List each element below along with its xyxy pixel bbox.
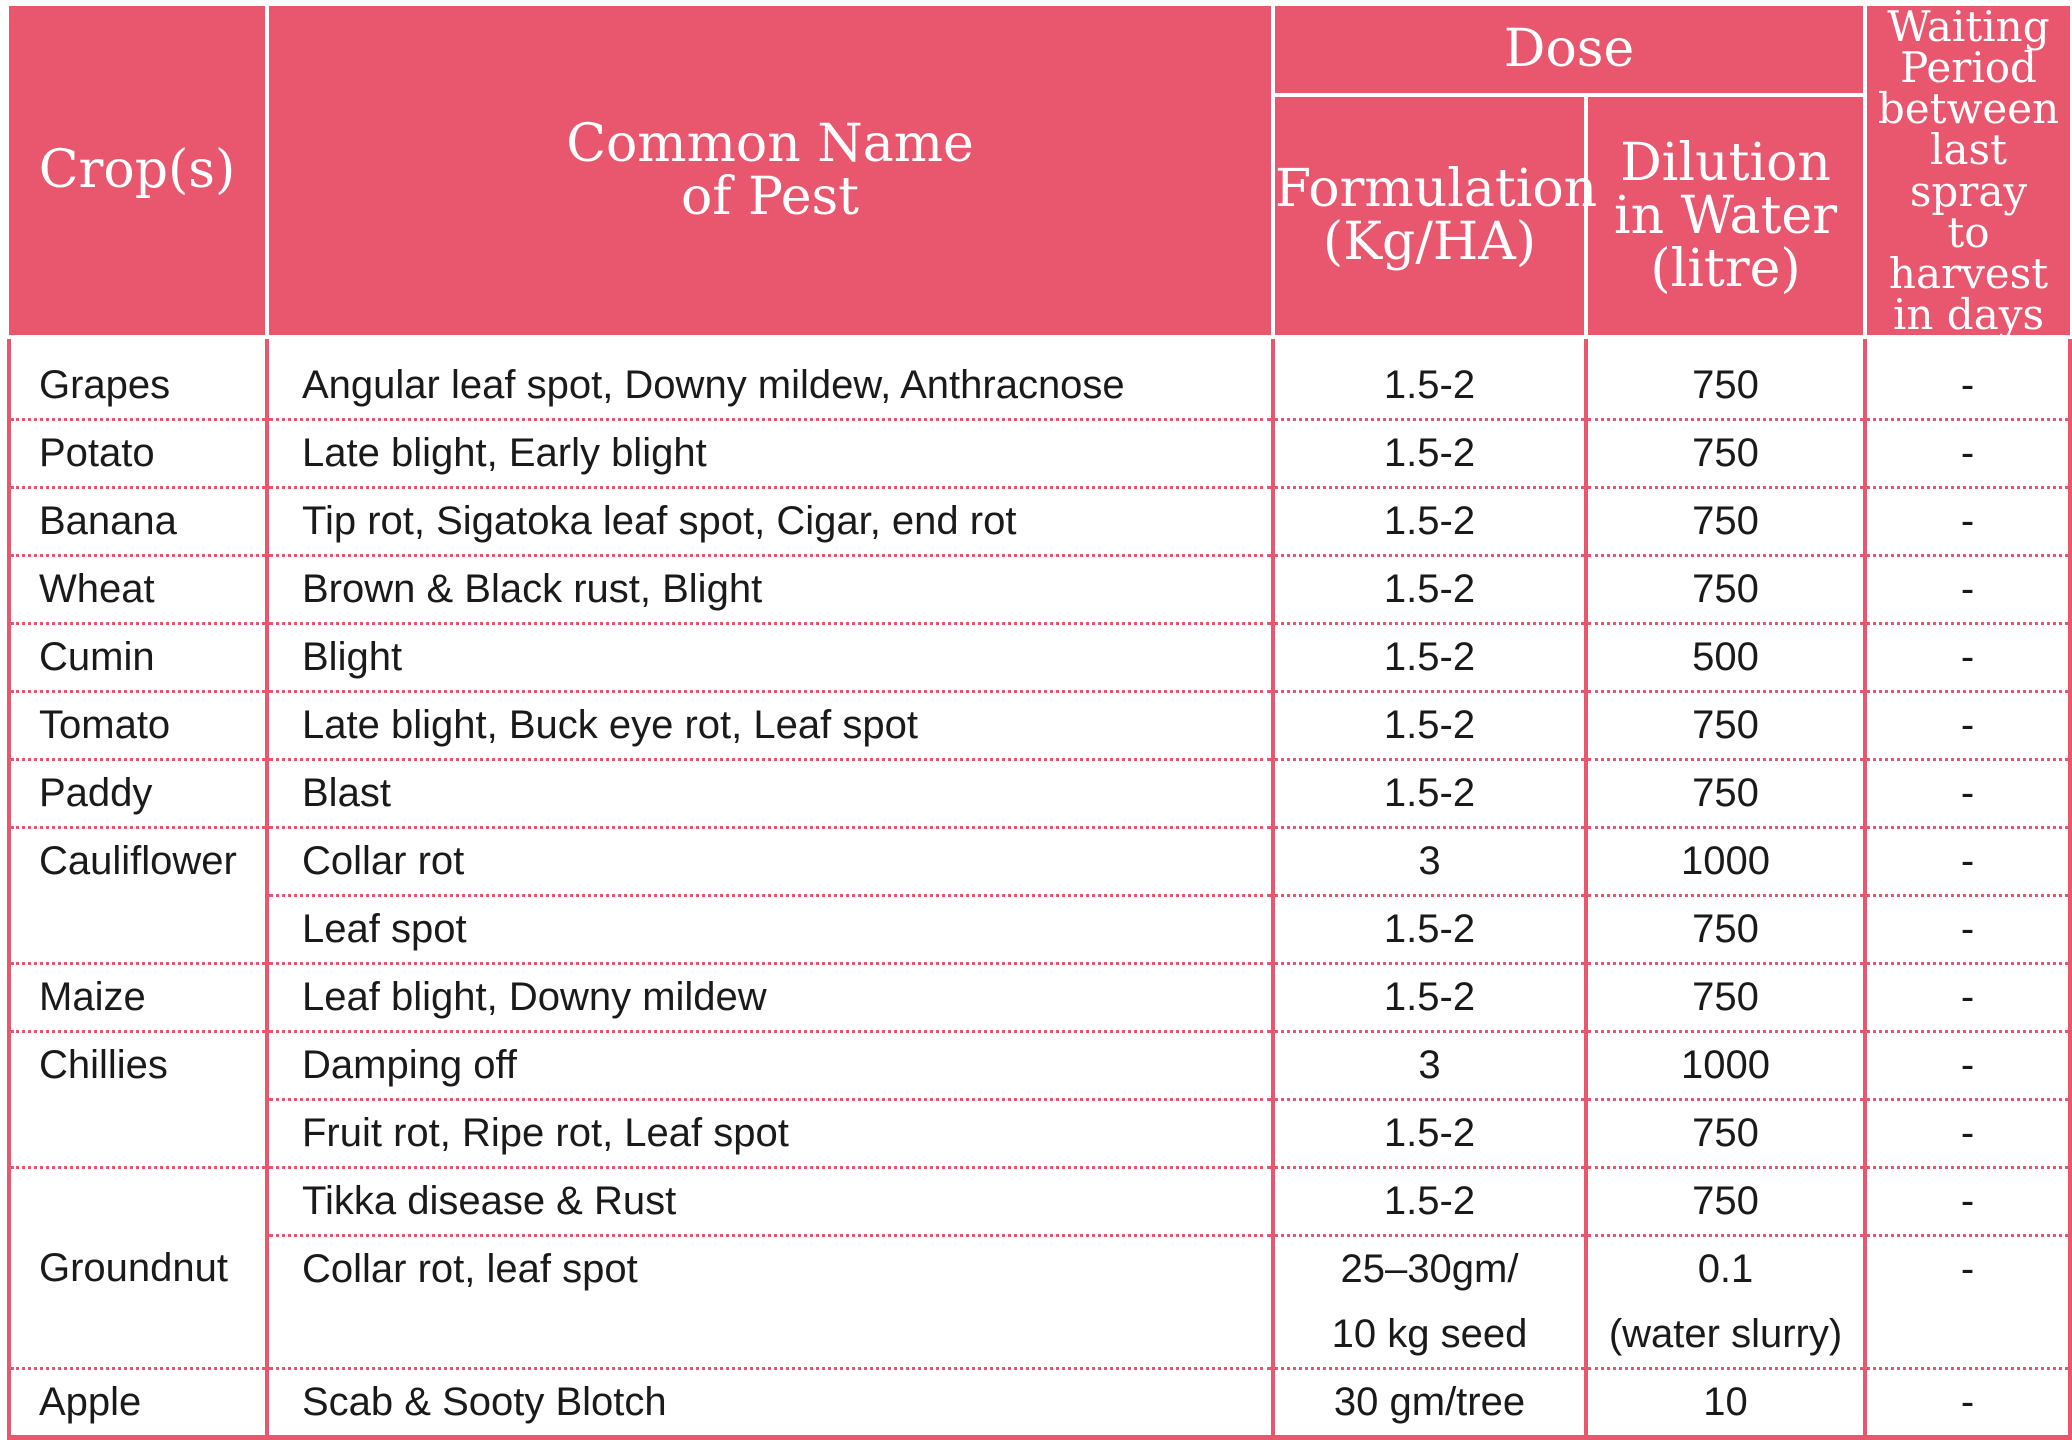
crop-cell: Banana [9,488,267,556]
dilution-cell: 750 [1586,896,1865,964]
pest-cell: Late blight, Early blight [267,420,1273,488]
pest-cell: Fruit rot, Ripe rot, Leaf spot [267,1100,1273,1168]
table-body [9,337,2070,1438]
formulation-cell: 1.5-2 [1273,337,1586,420]
header-pest-line2: of Pest [680,166,860,227]
dilution-cell: (water slurry) [1586,1302,1865,1369]
header-dilution [1586,95,1865,337]
pest-cell: Angular leaf spot, Downy mildew, Anthracnose [267,337,1273,420]
formulation-cell: 30 gm/tree [1273,1369,1586,1438]
dose-table [7,2,2072,1440]
waiting-cell: - [1865,964,2070,1032]
crop-cell: Apple [9,1369,267,1438]
pest-cell: Damping off [267,1032,1273,1100]
header-formulation-line1: Formulation [1275,159,1598,220]
table-row-groundnut-2 [9,1236,2070,1303]
waiting-cell: - [1865,760,2070,828]
table-row-cauliflower-2 [9,896,2070,964]
formulation-cell: 1.5-2 [1273,420,1586,488]
formulation-cell: 1.5-2 [1273,1168,1586,1236]
header-pest [267,6,1273,337]
formulation-cell: 1.5-2 [1273,488,1586,556]
dilution-cell: 1000 [1586,1032,1865,1100]
header-pest-line1: Common Name [566,113,974,174]
header-waiting-line2: Period [1900,43,2037,93]
pest-cell: Tikka disease & Rust [267,1168,1273,1236]
waiting-cell: - [1865,828,2070,896]
crop-cell: Potato [9,420,267,488]
header-waiting-line4: last spray [1909,125,2028,216]
waiting-cell: - [1865,624,2070,692]
crop-cell: Groundnut [9,1168,267,1369]
header-waiting-period [1865,2,2070,340]
waiting-cell: - [1865,1236,2070,1303]
pest-cell: Late blight, Buck eye rot, Leaf spot [267,692,1273,760]
header-waiting-line1: Waiting [1887,2,2050,51]
waiting-cell: - [1865,420,2070,488]
table-row-banana [9,488,2070,556]
waiting-cell: - [1865,556,2070,624]
table-row-groundnut-1 [9,1168,2070,1236]
waiting-cell: - [1865,1100,2070,1168]
crop-cell: Grapes [9,337,267,420]
header-dilution-line2: in Water [1613,185,1838,246]
pest-cell: Leaf blight, Downy mildew [267,964,1273,1032]
waiting-cell: - [1865,692,2070,760]
dilution-cell: 500 [1586,624,1865,692]
pest-cell: Blast [267,760,1273,828]
pest-cell: Leaf spot [267,896,1273,964]
formulation-cell: 1.5-2 [1273,1100,1586,1168]
table-row-cumin [9,624,2070,692]
pest-cell: Blight [267,624,1273,692]
header-dilution-line3: (litre) [1650,238,1801,299]
header-crops: Crop(s) [9,6,267,337]
dilution-cell: 750 [1586,692,1865,760]
formulation-cell: 1.5-2 [1273,760,1586,828]
crop-cell: Tomato [9,692,267,760]
formulation-cell: 25–30gm/ [1273,1236,1586,1303]
table-row-paddy [9,760,2070,828]
dilution-cell: 0.1 [1586,1236,1865,1303]
dilution-cell: 750 [1586,488,1865,556]
formulation-cell: 1.5-2 [1273,896,1586,964]
table-row-groundnut-3 [9,1302,2070,1369]
table-row-chillies [9,1032,2070,1100]
crop-cell: Paddy [9,760,267,828]
waiting-cell [1865,1302,2070,1369]
table-row-grapes [9,337,2070,420]
pest-cell: Brown & Black rust, Blight [267,556,1273,624]
formulation-cell: 10 kg seed [1273,1302,1586,1369]
header-formulation [1273,95,1598,337]
dilution-cell: 750 [1586,760,1865,828]
pest-cell: Scab & Sooty Blotch [267,1369,1273,1438]
table-row-wheat [9,556,2070,624]
table-row-tomato [9,692,2070,760]
crop-cell: Chillies [9,1032,267,1168]
table-row-maize [9,964,2070,1032]
formulation-cell: 1.5-2 [1273,692,1586,760]
formulation-cell: 3 [1273,828,1586,896]
formulation-cell: 3 [1273,1032,1586,1100]
crop-cell: Cumin [9,624,267,692]
dilution-cell: 750 [1586,420,1865,488]
pest-cell: Collar rot, leaf spot [267,1236,1273,1303]
header-waiting-line5: to harvest [1888,207,2049,298]
table-row-potato [9,420,2070,488]
waiting-cell: - [1865,1168,2070,1236]
formulation-cell: 1.5-2 [1273,624,1586,692]
pest-cell [267,1302,1273,1369]
formulation-cell: 1.5-2 [1273,964,1586,1032]
dilution-cell: 1000 [1586,828,1865,896]
crop-cell: Cauliflower [9,828,267,964]
pest-cell: Collar rot [267,828,1273,896]
header-dilution-line1: Dilution [1620,132,1831,193]
table-row-chillies-2 [9,1100,2070,1168]
pest-cell: Tip rot, Sigatoka leaf spot, Cigar, end rot [267,488,1273,556]
formulation-cell: 1.5-2 [1273,556,1586,624]
table-header [9,2,2070,340]
waiting-cell: - [1865,337,2070,420]
crop-cell: Wheat [9,556,267,624]
dilution-cell: 750 [1586,337,1865,420]
header-dose: Dose [1273,6,1865,95]
waiting-cell: - [1865,1369,2070,1438]
waiting-cell: - [1865,896,2070,964]
dilution-cell: 750 [1586,556,1865,624]
dilution-cell: 750 [1586,1100,1865,1168]
dilution-cell: 10 [1586,1369,1865,1438]
table-row-apple [9,1369,2070,1438]
waiting-cell: - [1865,488,2070,556]
crop-cell: Maize [9,964,267,1032]
table-row-cauliflower [9,828,2070,896]
header-waiting-line6: in days [1892,290,2045,340]
header-waiting-line3: between [1877,84,2060,134]
waiting-cell: - [1865,1032,2070,1100]
dilution-cell: 750 [1586,1168,1865,1236]
dilution-cell: 750 [1586,964,1865,1032]
header-formulation-line2: (Kg/HA) [1322,212,1537,273]
